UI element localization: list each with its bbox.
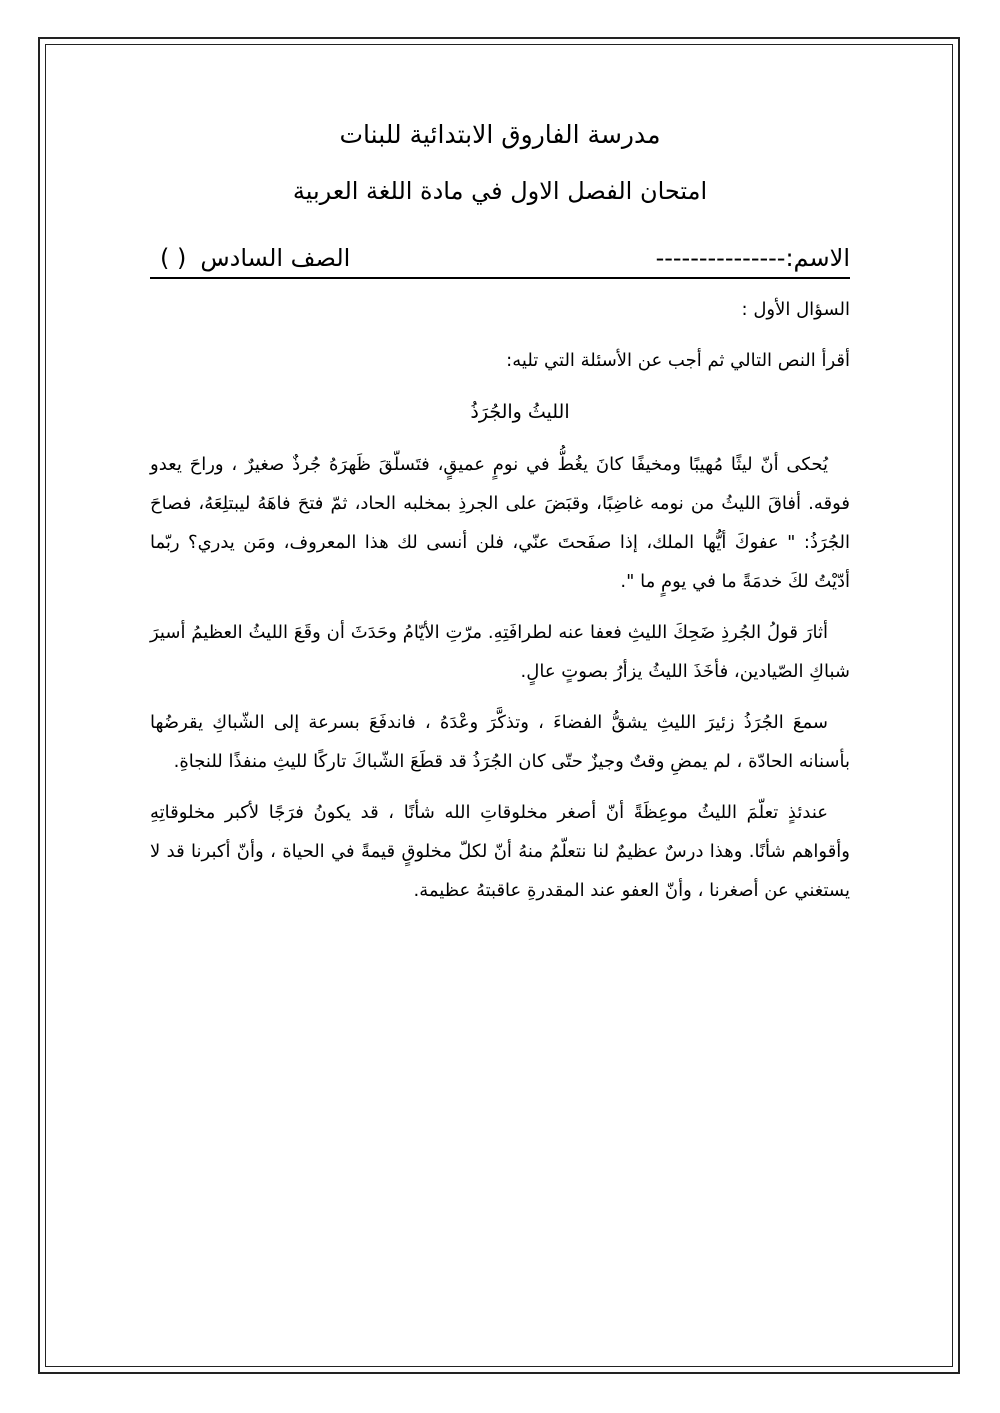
exam-sheet bbox=[150, 110, 850, 910]
grade-label: الصف السادس bbox=[200, 244, 351, 272]
student-info-row bbox=[150, 239, 850, 279]
student-name-field[interactable] bbox=[656, 244, 850, 272]
exam-title: امتحان الفصل الاول في مادة اللغة العربية bbox=[292, 177, 708, 205]
student-name-label: الاسم:--------------- bbox=[655, 244, 850, 272]
grade-blank[interactable]: ( ) bbox=[160, 244, 187, 272]
question-label: السؤال الأول : bbox=[741, 299, 850, 320]
story-paragraph-4: عندئذٍ تعلّمَ الليثُ موعِظَةً أنّ أصغر مخلوقاتِ الله شأنًا ، قد يكونُ فرَجًا لأكبر مخلوقاتِهِ وأقواهم شأنًا. وهذا درسٌ عظيمٌ لنا نتعلّمُ منهُ أنّ لكلّ مخلوقٍ قيمةً في الحياة ، وأنّ أكبرنا قد لا يستغني عن أصغرنا ، وأنّ العفو عند المقدرةِ عاقبتهُ عظيمة. bbox=[150, 802, 850, 901]
school-name: مدرسة الفاروق الابتدائية للبنات bbox=[339, 120, 661, 149]
story-paragraph-3: سمعَ الجُرَذُ زئيرَ الليثِ يشقُّ الفضاءَ ، وتذكَّرَ وعْدَهُ ، فاندفَعَ بسرعة إلى الشّباكِ يقرضُها بأسنانه الحادّة ، لم يمضِ وقتٌ وجيزٌ حتّى كان الجُرَذُ قد قطَعَ الشّباكَ تاركًا لليثِ منفذًا للنجاةِ. bbox=[150, 712, 850, 772]
question-instruction: أقرأ النص التالي ثم أجب عن الأسئلة التي تليه: bbox=[506, 350, 850, 371]
story-title: الليثُ والجُرَذُ bbox=[470, 401, 570, 423]
grade-field bbox=[160, 244, 350, 272]
story-paragraph-1: يُحكى أنّ ليثًا مُهيبًا ومخيفًا كانَ يغُطُّ في نومٍ عميقٍ، فتَسلّقَ ظَهرَهُ جُرذٌ صغيرٌ ، وراحَ يعدو فوقه. أفاقَ الليثُ من نومه غاضِبًا، وقبَضَ على الجرذِ بمخلبه الحاد، ثمّ فتحَ فاهَهُ ليبتلِعَهُ، فصاحَ الجُرَذُ: " عفوكَ أيُّها الملك، إذا صفَحتَ عنّي، فلن أنسى لك هذا المعروف، ومَن يدري؟ ربّما أدّيْتُ لكَ خدمَةً ما في يومٍ ما ". bbox=[150, 454, 850, 592]
story-paragraph-2: أثارَ قولُ الجُرذِ ضَحِكَ الليثِ فعفا عنه لطرافَتِهِ. مرّتِ الأيّامُ وحَدَثَ أن وقَعَ الليثُ العظيمُ أسيرَ شباكِ الصّيادين، فأخَذَ الليثُ يزأرُ بصوتٍ عالٍ. bbox=[150, 622, 850, 682]
